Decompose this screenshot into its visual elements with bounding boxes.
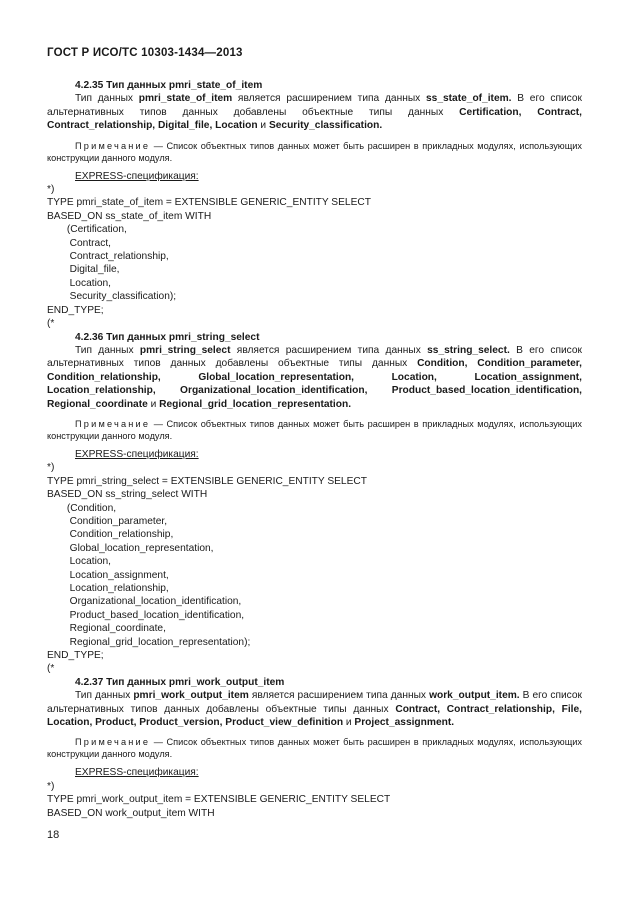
section-paragraph: Тип данных pmri_work_output_item является расширением типа данных work_output_item. В его список альтернативных типов данных добавлены объектные типы данных Contract, Contract_relationship, File, Location, Product, Product_version, Product_view_definition и Project_assignment. bbox=[47, 690, 583, 729]
note: Примечание — Список объектных типов данных может быть расширен в прикладных модулях, использующих конструкции данного модуля. bbox=[47, 737, 582, 760]
page-number: 18 bbox=[47, 829, 60, 841]
document-body bbox=[47, 79, 582, 820]
section-paragraph: Тип данных pmri_string_select является расширением типа данных ss_string_select. В его список альтернативных типов данных добавлены объектные типы данных Condition, Condition_parameter, Condition_relationship, Global_location_representation, Location, Location_assignment, Location_relationship, Organizational_location_identification, Product_based_location_identification, Regional_coordinate и Regional_grid_location_representation. bbox=[47, 344, 582, 410]
express-spec-label: EXPRESS-спецификация: bbox=[75, 170, 199, 182]
express-code: *) TYPE pmri_work_output_item = EXTENSIBLE GENERIC_ENTITY SELECT BASED_ON work_output_item WITH bbox=[47, 780, 391, 819]
note: Примечание — Список объектных типов данных может быть расширен в прикладных модулях, использующих конструкции данного модуля. bbox=[47, 418, 582, 441]
document-header: ГОСТ Р ИСО/ТС 10303-1434—2013 bbox=[47, 47, 243, 59]
section-heading: 4.2.37 Тип данных pmri_work_output_item bbox=[75, 676, 285, 688]
note: Примечание — Список объектных типов данных может быть расширен в прикладных модулях, использующих конструкции данного модуля. bbox=[47, 140, 582, 163]
section-4-2-36 bbox=[47, 331, 582, 676]
section-heading: 4.2.35 Тип данных pmri_state_of_item bbox=[75, 80, 263, 91]
express-spec-label: EXPRESS-спецификация: bbox=[75, 767, 199, 779]
section-paragraph: Тип данных pmri_state_of_item является расширением типа данных ss_state_of_item. В его список альтернативных типов данных добавлены объектные типы данных Certification, Contract, Contract_relationship, Digital_file, Location и Security_classification. bbox=[47, 93, 583, 132]
section-4-2-35 bbox=[47, 79, 582, 331]
section-heading: 4.2.36 Тип данных pmri_string_select bbox=[75, 331, 260, 343]
express-code: *) TYPE pmri_state_of_item = EXTENSIBLE GENERIC_ENTITY SELECT BASED_ON ss_state_of_item WITH (Certification, Contract, Contract_relationship, Digital_file, Location, Security_classification); END_TYPE; (* bbox=[47, 184, 371, 330]
section-4-2-37 bbox=[47, 676, 582, 820]
express-spec-label: EXPRESS-спецификация: bbox=[75, 448, 199, 460]
express-code: *) TYPE pmri_string_select = EXTENSIBLE GENERIC_ENTITY SELECT BASED_ON ss_string_select WITH (Condition, Condition_parameter, Condition_relationship, Global_location_representation, Location, Location_assignment, Location_relationship, Organizational_location_identification, Product_based_location_identification, Regional_coordinate, Regional_grid_location_representation); END_TYPE; (* bbox=[47, 462, 367, 675]
